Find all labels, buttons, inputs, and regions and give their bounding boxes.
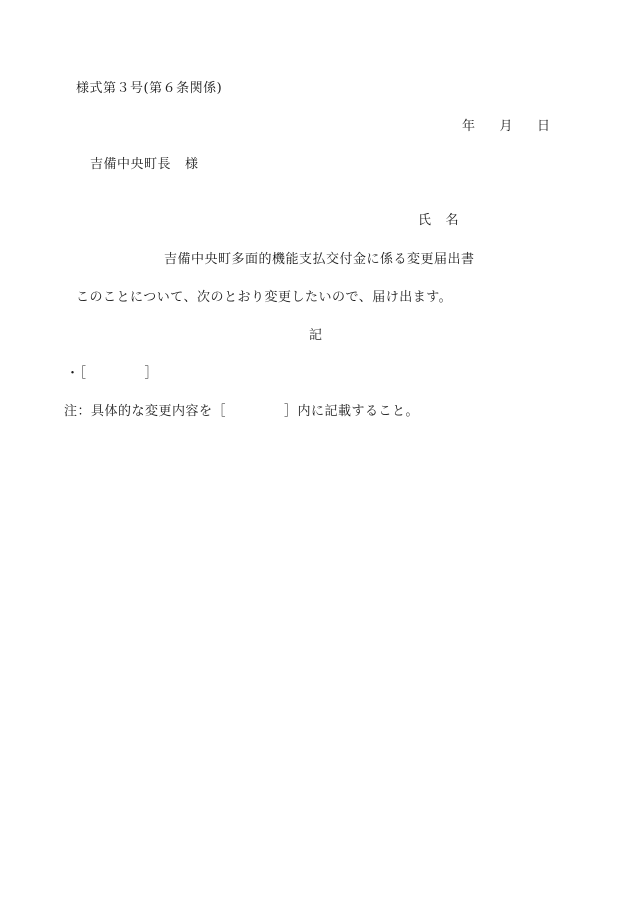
name-label-part-1: 氏 xyxy=(418,213,432,228)
change-item-open: ・［ xyxy=(66,366,87,381)
applicant-name-label xyxy=(418,213,459,229)
note-suffix: ］内に記載すること。 xyxy=(284,404,420,419)
document-title: 吉備中央町多面的機能支払交付金に係る変更届出書 xyxy=(164,252,475,267)
addressee xyxy=(90,157,199,173)
change-item-close: ］ xyxy=(144,366,159,381)
name-label-part-2: 名 xyxy=(445,213,460,228)
date-day-label: 日 xyxy=(537,119,551,134)
form-number: 様式第３号(第６条関係) xyxy=(76,81,223,96)
date-year-label: 年 xyxy=(462,119,476,134)
ki-heading: 記 xyxy=(309,328,323,343)
addressee-name: 吉備中央町長 xyxy=(90,157,172,172)
note-prefix: 注：具体的な変更内容を［ xyxy=(64,404,227,419)
date-line xyxy=(462,119,551,135)
body-text: このことについて、次のとおり変更したいので、届け出ます。 xyxy=(76,290,453,305)
change-item xyxy=(66,366,158,382)
addressee-honorific: 様 xyxy=(185,157,199,172)
date-month-label: 月 xyxy=(499,119,514,134)
note-line xyxy=(64,404,419,420)
